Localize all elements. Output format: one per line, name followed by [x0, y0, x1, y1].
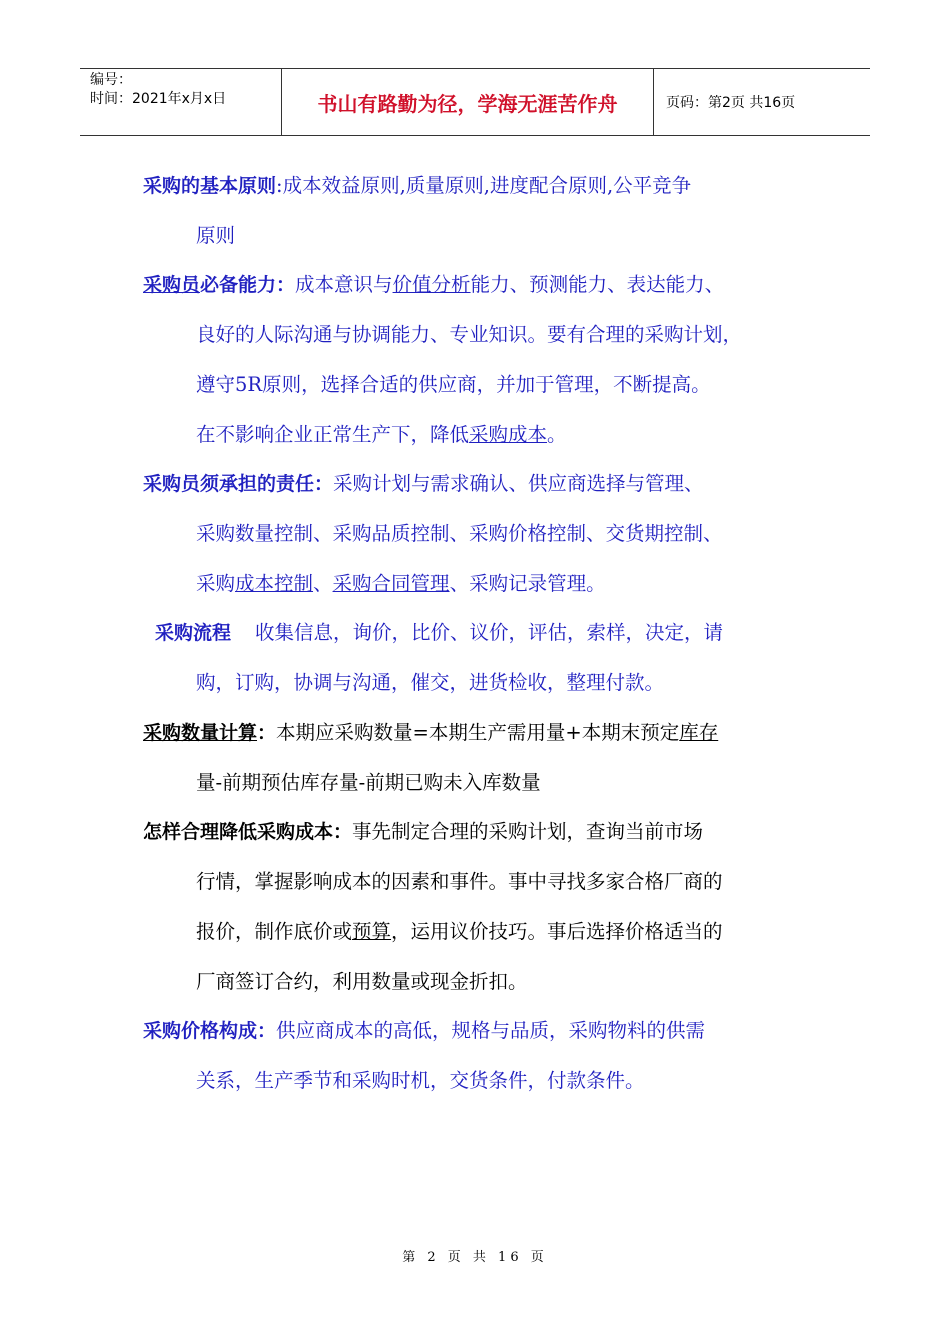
section-text: 量-前期预估库存量-前期已购未入库数量 [196, 771, 541, 794]
quantity-calc-link[interactable]: 采购数量计算 [143, 722, 258, 744]
purchaser-link[interactable]: 采购员 [143, 274, 201, 296]
section-text: 。 [547, 423, 567, 446]
section-text: 在不影响企业正常生产下，降低 [196, 423, 470, 446]
section-label: 采购员须承担的责任： [143, 473, 334, 495]
section-text: 行情，掌握影响成本的因素和事件。事中寻找多家合格厂商的 [196, 870, 723, 893]
section-text: 原则 [196, 224, 236, 247]
purchase-cost-link[interactable]: 采购成本 [469, 423, 548, 446]
section-text: 采购 [196, 572, 236, 595]
section-price-composition [143, 1006, 823, 1106]
header-page-info: 页码：第2页 共16页 [666, 95, 796, 111]
section-responsibilities [143, 459, 823, 609]
section-text: 报价，制作底价或 [196, 920, 353, 943]
section-text: :成本效益原则,质量原则,进度配合原则,公平竞争 [276, 174, 692, 197]
section-procurement-process [155, 608, 835, 708]
page-footer: 第 2 页 共 16 页 [402, 1250, 548, 1265]
section-text: 、 [313, 572, 333, 595]
section-text: 收集信息，询价，比价、议价，评估，索样，决定，请 [255, 621, 724, 644]
section-label: 采购价格构成： [143, 1020, 277, 1042]
section-text: ，运用议价技巧。事后选择价格适当的 [391, 920, 723, 943]
section-text: 购，订购，协调与沟通，催交，进货检收，整理付款。 [196, 671, 665, 694]
header-meta-cell [80, 69, 282, 135]
section-text: 关系，生产季节和采购时机，交货条件，付款条件。 [196, 1069, 645, 1092]
section-required-abilities [143, 260, 823, 460]
section-text: 遵守5R原则，选择合适的供应商，并加于管理，不断提高。 [196, 373, 711, 396]
budget-link[interactable]: 预算 [352, 920, 392, 943]
doc-time-label: 时间：2021年x月x日 [90, 91, 227, 107]
value-analysis-link[interactable]: 价值分析 [392, 273, 471, 296]
section-text: 、采购记录管理。 [449, 572, 606, 595]
section-text: 良好的人际沟通与协调能力、专业知识。要有合理的采购计划， [196, 323, 743, 346]
section-basic-principles [143, 161, 823, 261]
section-text: 厂商签订合约，利用数量或现金折扣。 [196, 970, 528, 993]
section-text: 本期应采购数量=本期生产需用量+本期末预定 [276, 721, 680, 744]
inventory-link[interactable]: 库存 [679, 721, 719, 744]
cost-control-link[interactable]: 成本控制 [235, 572, 314, 595]
section-label: 采购流程 [155, 622, 232, 644]
section-label: 采购的基本原则 [143, 175, 277, 197]
doc-number-label: 编号： [90, 72, 132, 88]
section-text: 事先制定合理的采购计划，查询当前市场 [352, 820, 704, 843]
section-text: 采购计划与需求确认、供应商选择与管理、 [333, 472, 704, 495]
header-motto: 书山有路勤为径，学海无涯苦作舟 [282, 69, 654, 135]
section-text: 能力、预测能力、表达能力、 [470, 273, 725, 296]
section-reduce-cost [143, 807, 823, 1007]
section-label: ： [257, 722, 277, 744]
section-text: 成本意识与 [295, 273, 393, 296]
section-text: 供应商成本的高低，规格与品质，采购物料的供需 [276, 1019, 706, 1042]
section-quantity-calculation [143, 708, 823, 808]
contract-management-link[interactable]: 采购合同管理 [332, 572, 450, 595]
page-header [80, 68, 870, 136]
section-label: 怎样合理降低采购成本： [143, 821, 353, 843]
section-label: 必备能力： [200, 274, 296, 296]
section-text: 采购数量控制、采购品质控制、采购价格控制、交货期控制、 [196, 522, 723, 545]
